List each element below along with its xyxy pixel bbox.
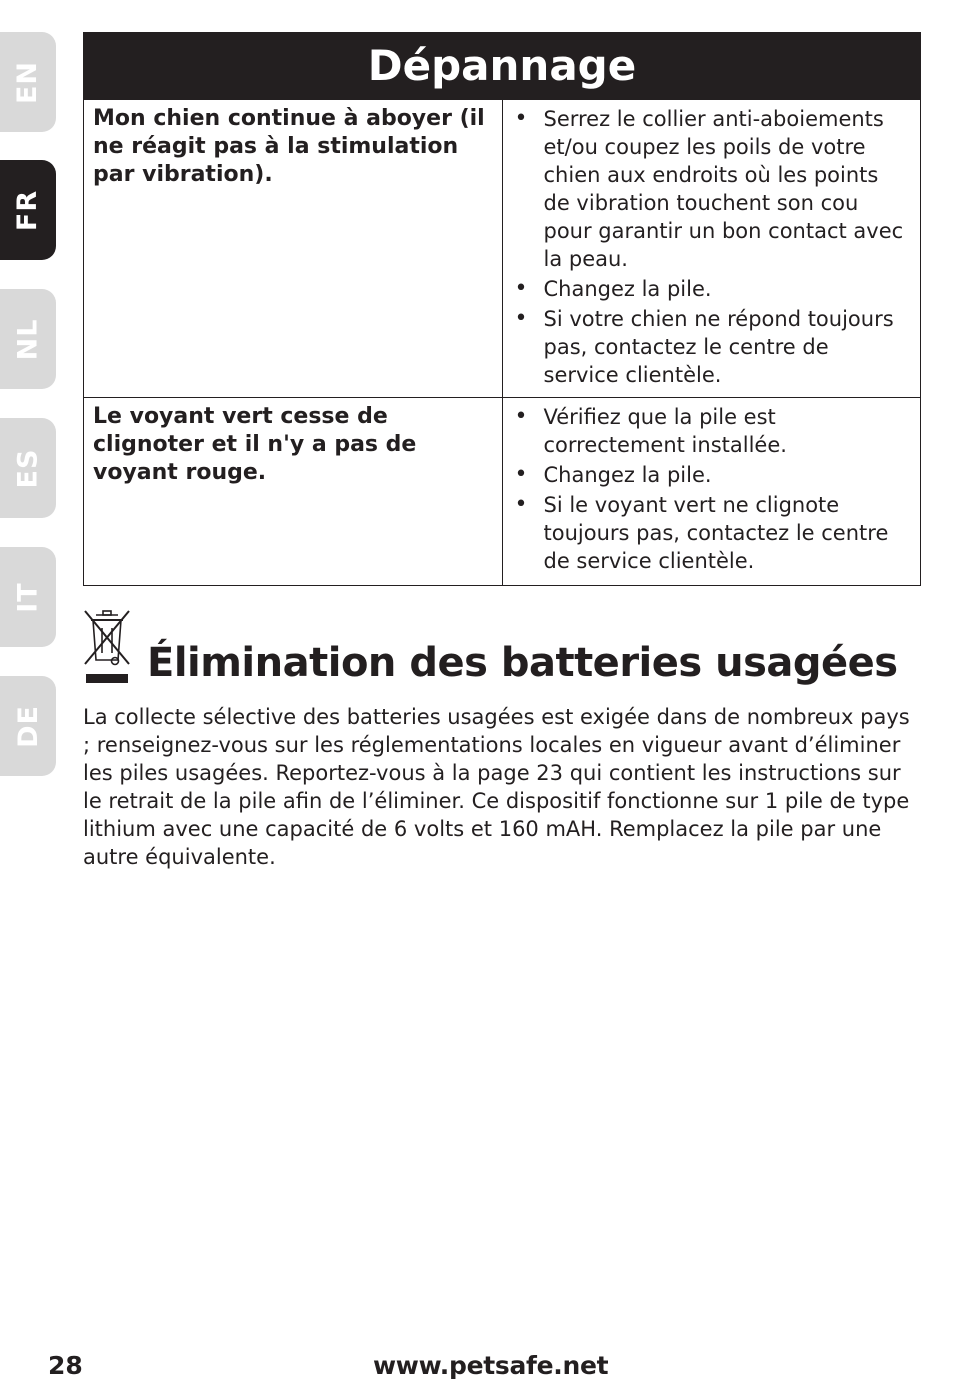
problem-cell: Le voyant vert cesse de clignoter et il n'y a pas de voyant rouge. [84,398,503,586]
language-tab-label: NL [12,318,44,360]
crossed-out-wheelie-bin-icon [82,608,132,686]
language-tab-label: IT [12,581,44,613]
solution-item: • Changez la pile. [513,275,909,303]
disposal-title: Élimination des batteries usagées [147,640,898,686]
language-tab-en[interactable] [0,32,56,132]
language-tab-label: FR [12,189,44,231]
solution-item: • Changez la pile. [513,461,909,489]
problem-cell: Mon chien continue à aboyer (il ne réagit pas à la stimulation par vibration). [84,100,503,398]
page-number: 28 [48,1351,83,1380]
solution-item: • Si le voyant vert ne clignote toujours pas, contactez le centre de service clientèle. [513,491,909,575]
solution-item: • Serrez le collier anti-aboiements et/ou coupez les poils de votre chien aux endroits où les points de vibration touchent son cou pour garantir un bon contact avec la peau. [513,105,909,273]
website-link[interactable]: www.petsafe.net [373,1351,609,1380]
solution-list [513,403,909,575]
language-tab-label: EN [12,60,44,104]
troubleshooting-table [83,32,921,586]
language-tab-label: ES [12,448,44,488]
language-tab-fr[interactable] [0,160,56,260]
language-tab-it[interactable] [0,547,56,647]
language-tab-de[interactable] [0,676,56,776]
language-tab-label: DE [12,704,44,748]
solution-item: • Si votre chien ne répond toujours pas, contactez le centre de service clientèle. [513,305,909,389]
solution-cell [502,100,921,398]
table-row [84,398,921,586]
table-row [84,100,921,398]
language-tab-nl[interactable] [0,289,56,389]
solution-list [513,105,909,389]
troubleshooting-title: Dépannage [84,33,921,100]
disposal-paragraph: La collecte sélective des batteries usagées est exigée dans de nombreux pays ; renseignez-vous sur les réglementations locales en vigueur avant d’éliminer les piles usagées. Reportez-vous à la page 23 qui contient les instructions sur le retrait de la pile afin de l’éliminer. Ce dispositif fonctionne sur 1 pile de type lithium avec une capacité de 6 volts et 160 mAH. Remplacez la pile par une autre équivalente. [83,705,910,869]
solution-item: • Vérifiez que la pile est correctement installée. [513,403,909,459]
solution-cell [502,398,921,586]
language-tab-es[interactable] [0,418,56,518]
